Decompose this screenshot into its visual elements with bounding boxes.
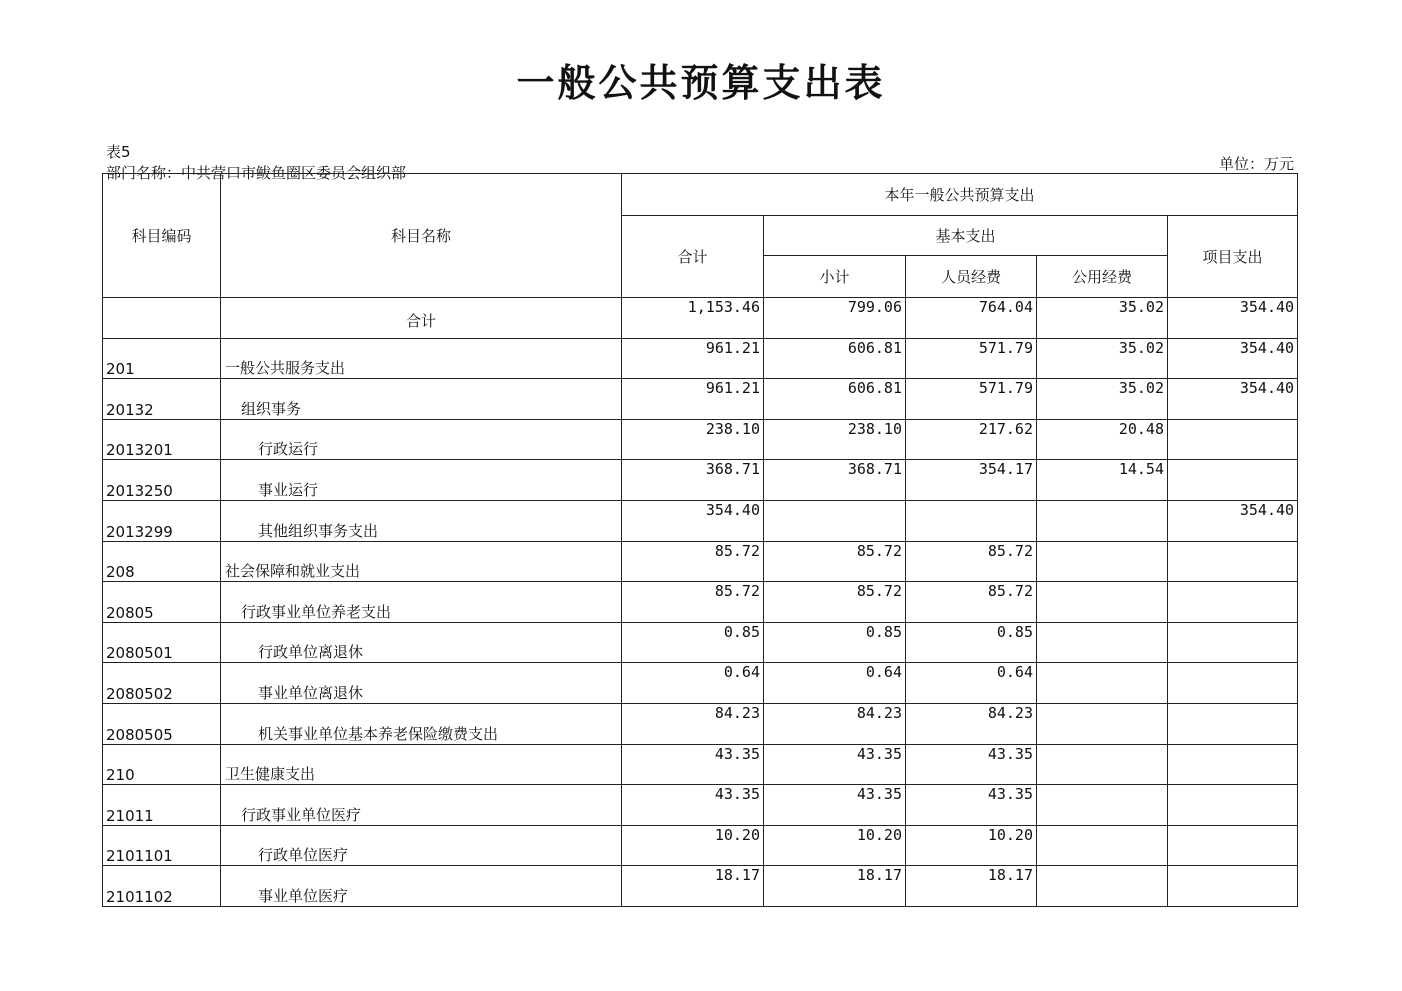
header-code: 科目编码 — [103, 174, 221, 298]
row-name: 机关事业单位基本养老保险缴费支出 — [221, 703, 622, 744]
row-name: 行政事业单位养老支出 — [221, 582, 622, 623]
row-project: 354.40 — [1168, 379, 1298, 420]
row-personnel: 217.62 — [906, 419, 1037, 460]
row-public — [1037, 825, 1168, 866]
row-code: 2080505 — [103, 703, 221, 744]
row-name: 事业单位离退休 — [221, 663, 622, 704]
header-project: 项目支出 — [1168, 216, 1298, 298]
table-row — [103, 460, 1298, 501]
table-row — [103, 338, 1298, 379]
row-project — [1168, 785, 1298, 826]
table-row — [103, 785, 1298, 826]
table-row — [103, 500, 1298, 541]
header-name: 科目名称 — [221, 174, 622, 298]
row-public — [1037, 744, 1168, 785]
row-total: 961.21 — [622, 379, 764, 420]
row-public — [1037, 500, 1168, 541]
row-code: 2013201 — [103, 419, 221, 460]
row-total: 84.23 — [622, 703, 764, 744]
row-name: 卫生健康支出 — [221, 744, 622, 785]
header-current-year: 本年一般公共预算支出 — [622, 174, 1298, 216]
row-public: 35.02 — [1037, 338, 1168, 379]
row-code: 2013250 — [103, 460, 221, 501]
row-public — [1037, 663, 1168, 704]
row-public: 35.02 — [1037, 379, 1168, 420]
row-total: 43.35 — [622, 785, 764, 826]
row-public — [1037, 622, 1168, 663]
table-row — [103, 866, 1298, 907]
budget-table — [102, 173, 1298, 907]
table-row — [103, 825, 1298, 866]
row-total: 368.71 — [622, 460, 764, 501]
row-name: 合计 — [221, 298, 622, 339]
row-total: 961.21 — [622, 338, 764, 379]
row-public — [1037, 866, 1168, 907]
row-subtotal: 84.23 — [764, 703, 906, 744]
row-personnel: 85.72 — [906, 541, 1037, 582]
row-project — [1168, 744, 1298, 785]
header-personnel: 人员经费 — [906, 256, 1037, 298]
row-project — [1168, 663, 1298, 704]
header-public: 公用经费 — [1037, 256, 1168, 298]
row-name: 社会保障和就业支出 — [221, 541, 622, 582]
row-total: 354.40 — [622, 500, 764, 541]
row-code: 2080501 — [103, 622, 221, 663]
header-subtotal: 小计 — [764, 256, 906, 298]
table-row — [103, 379, 1298, 420]
table-row — [103, 582, 1298, 623]
row-project — [1168, 622, 1298, 663]
row-public — [1037, 582, 1168, 623]
row-total: 1,153.46 — [622, 298, 764, 339]
row-project: 354.40 — [1168, 500, 1298, 541]
page-title: 一般公共预算支出表 — [516, 60, 886, 105]
table-row — [103, 663, 1298, 704]
table-number: 表5 — [106, 143, 131, 161]
row-name: 其他组织事务支出 — [221, 500, 622, 541]
row-total: 85.72 — [622, 541, 764, 582]
row-personnel: 18.17 — [906, 866, 1037, 907]
row-name: 行政事业单位医疗 — [221, 785, 622, 826]
row-total: 18.17 — [622, 866, 764, 907]
row-subtotal: 43.35 — [764, 744, 906, 785]
row-subtotal — [764, 500, 906, 541]
row-name: 行政运行 — [221, 419, 622, 460]
row-code: 21011 — [103, 785, 221, 826]
row-project — [1168, 825, 1298, 866]
header-basic: 基本支出 — [764, 216, 1168, 256]
row-name: 事业单位医疗 — [221, 866, 622, 907]
row-code: 2080502 — [103, 663, 221, 704]
row-project — [1168, 419, 1298, 460]
row-code: 2013299 — [103, 500, 221, 541]
row-personnel: 354.17 — [906, 460, 1037, 501]
unit-label: 单位：万元 — [1218, 155, 1294, 173]
row-total: 85.72 — [622, 582, 764, 623]
header-total: 合计 — [622, 216, 764, 298]
row-project — [1168, 460, 1298, 501]
row-personnel: 571.79 — [906, 338, 1037, 379]
row-code: 20805 — [103, 582, 221, 623]
table-row — [103, 298, 1298, 339]
row-subtotal: 0.64 — [764, 663, 906, 704]
row-project — [1168, 541, 1298, 582]
row-subtotal: 0.85 — [764, 622, 906, 663]
row-code: 2101101 — [103, 825, 221, 866]
row-name: 组织事务 — [221, 379, 622, 420]
row-subtotal: 606.81 — [764, 338, 906, 379]
row-personnel: 764.04 — [906, 298, 1037, 339]
row-subtotal: 10.20 — [764, 825, 906, 866]
row-project: 354.40 — [1168, 338, 1298, 379]
row-subtotal: 368.71 — [764, 460, 906, 501]
row-public: 14.54 — [1037, 460, 1168, 501]
row-subtotal: 43.35 — [764, 785, 906, 826]
row-public — [1037, 785, 1168, 826]
row-public — [1037, 703, 1168, 744]
row-public: 35.02 — [1037, 298, 1168, 339]
row-public: 20.48 — [1037, 419, 1168, 460]
department-name: 部门名称：中共营口市鲅鱼圈区委员会组织部 — [106, 164, 407, 182]
row-subtotal: 238.10 — [764, 419, 906, 460]
row-personnel — [906, 500, 1037, 541]
row-subtotal: 799.06 — [764, 298, 906, 339]
row-personnel: 43.35 — [906, 785, 1037, 826]
row-name: 行政单位医疗 — [221, 825, 622, 866]
table-row — [103, 744, 1298, 785]
row-project — [1168, 866, 1298, 907]
row-name: 一般公共服务支出 — [221, 338, 622, 379]
row-subtotal: 85.72 — [764, 582, 906, 623]
row-subtotal: 606.81 — [764, 379, 906, 420]
row-code: 201 — [103, 338, 221, 379]
row-code: 2101102 — [103, 866, 221, 907]
row-personnel: 0.85 — [906, 622, 1037, 663]
row-code: 20132 — [103, 379, 221, 420]
row-subtotal: 85.72 — [764, 541, 906, 582]
table-row — [103, 622, 1298, 663]
row-total: 43.35 — [622, 744, 764, 785]
table-row — [103, 703, 1298, 744]
row-personnel: 85.72 — [906, 582, 1037, 623]
row-personnel: 0.64 — [906, 663, 1037, 704]
table-row — [103, 541, 1298, 582]
row-personnel: 10.20 — [906, 825, 1037, 866]
row-name: 事业运行 — [221, 460, 622, 501]
row-total: 238.10 — [622, 419, 764, 460]
row-total: 10.20 — [622, 825, 764, 866]
row-total: 0.85 — [622, 622, 764, 663]
row-public — [1037, 541, 1168, 582]
row-code: 208 — [103, 541, 221, 582]
row-subtotal: 18.17 — [764, 866, 906, 907]
table-row — [103, 419, 1298, 460]
row-total: 0.64 — [622, 663, 764, 704]
row-project — [1168, 703, 1298, 744]
row-personnel: 43.35 — [906, 744, 1037, 785]
row-personnel: 571.79 — [906, 379, 1037, 420]
row-name: 行政单位离退休 — [221, 622, 622, 663]
row-code — [103, 298, 221, 339]
row-personnel: 84.23 — [906, 703, 1037, 744]
row-project — [1168, 582, 1298, 623]
row-code: 210 — [103, 744, 221, 785]
row-project: 354.40 — [1168, 298, 1298, 339]
